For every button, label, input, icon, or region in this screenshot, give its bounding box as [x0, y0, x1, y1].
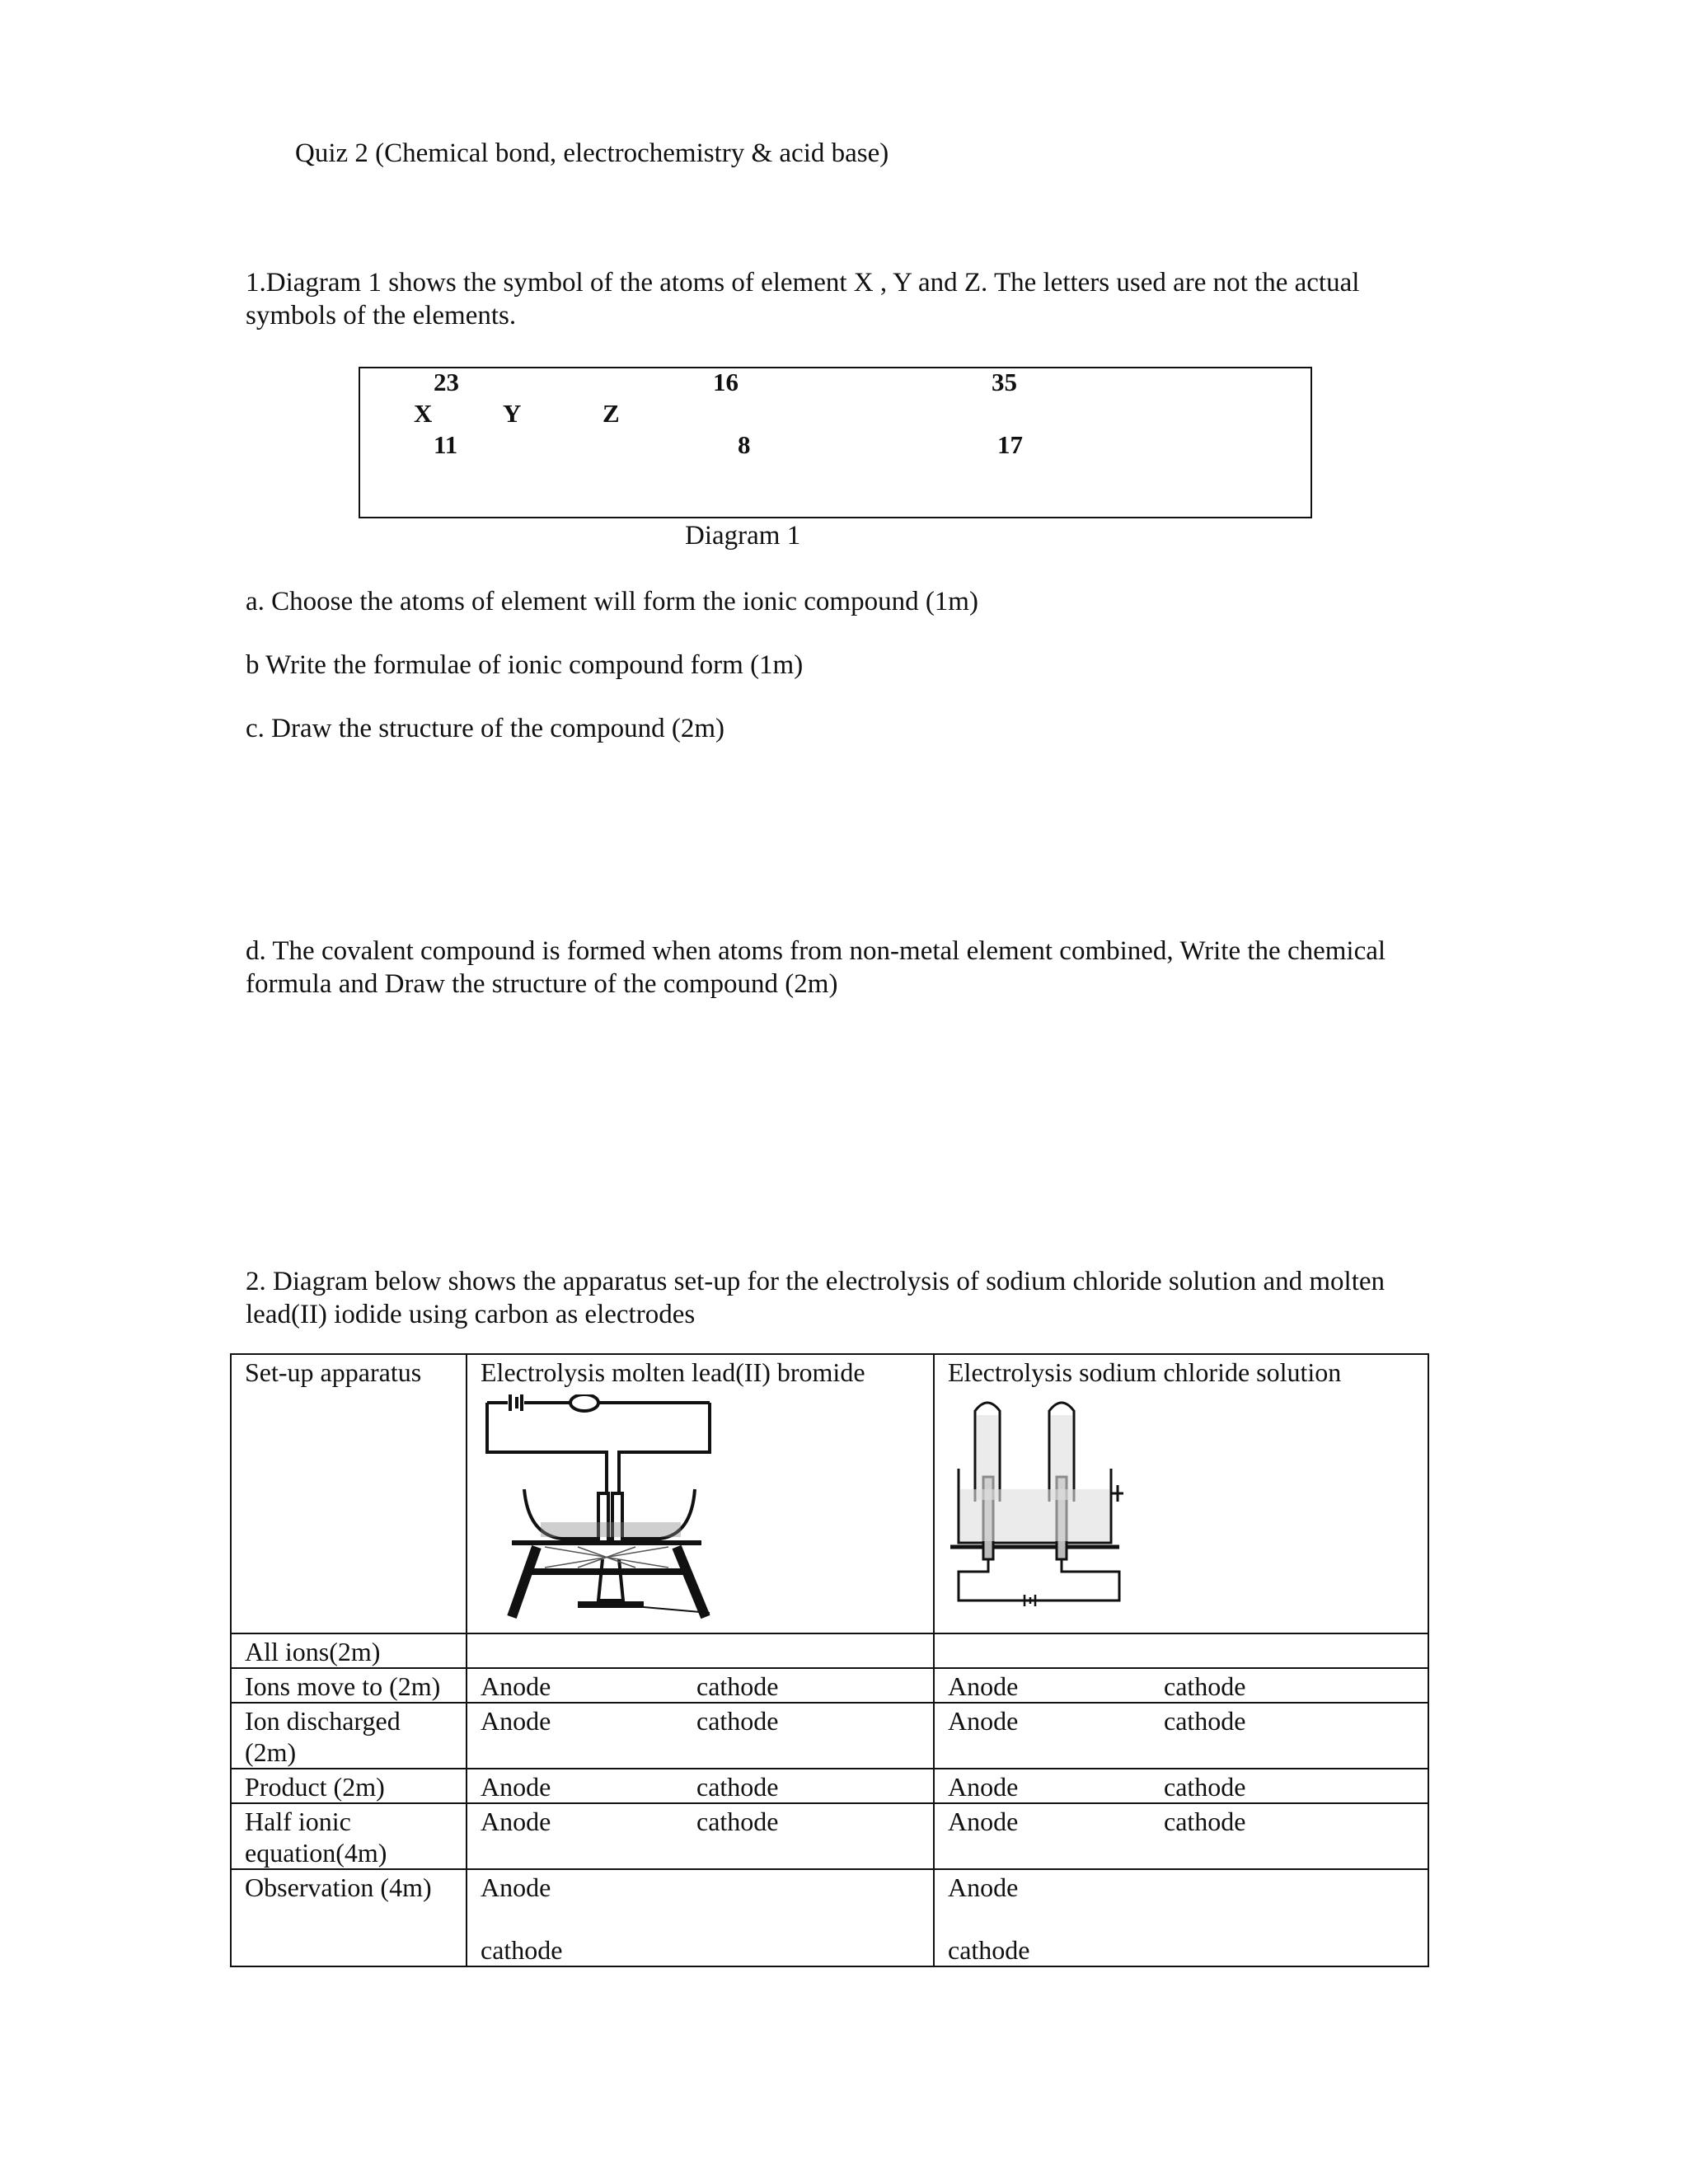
- table-row: [231, 1803, 1428, 1869]
- anode-label: Anode: [481, 1772, 551, 1802]
- atom-symbol-box: [359, 367, 1312, 518]
- header-setup-label: Set-up apparatus: [245, 1357, 422, 1387]
- anode-label: Anode: [948, 1807, 1019, 1836]
- cathode-label: cathode: [1164, 1807, 1246, 1836]
- cathode-label: cathode: [696, 1772, 779, 1802]
- row-label-ion-discharged: Ion discharged (2m): [231, 1703, 467, 1769]
- molten-electrolysis-diagram: [479, 1394, 718, 1629]
- anode-label: Anode: [481, 1706, 551, 1736]
- row-label-product: Product (2m): [231, 1769, 467, 1803]
- x-letter: X: [414, 399, 433, 428]
- header-solution-label: Electrolysis sodium chloride solution: [948, 1357, 1342, 1387]
- product-solution: [934, 1769, 1428, 1803]
- row-label-ions-move: Ions move to (2m): [231, 1668, 467, 1703]
- half-ionic-molten: [467, 1803, 934, 1869]
- header-solution: [934, 1354, 1428, 1633]
- anode-label: Anode: [948, 1706, 1019, 1736]
- question-1c: c. Draw the structure of the compound (2m): [246, 714, 724, 743]
- y-letter: Y: [503, 399, 522, 428]
- cathode-label: cathode: [1164, 1671, 1246, 1701]
- anode-label: Anode: [481, 1872, 551, 1902]
- question-1-intro: 1.Diagram 1 shows the symbol of the atoms of element X , Y and Z. The letters used are not the actual symbols of the elements.: [246, 268, 1360, 330]
- all-ions-solution: [934, 1633, 1428, 1668]
- anode-label: Anode: [948, 1772, 1019, 1802]
- cathode-label: cathode: [948, 1935, 1030, 1965]
- cathode-label: cathode: [696, 1807, 779, 1836]
- ions-move-molten: [467, 1668, 934, 1703]
- x-nucleon-number: 23: [434, 368, 459, 396]
- cathode-label: cathode: [1164, 1772, 1246, 1802]
- question-1a: a. Choose the atoms of element will form the ionic compound (1m): [246, 587, 978, 616]
- diagram-1-caption: Diagram 1: [685, 521, 801, 551]
- product-molten: [467, 1769, 934, 1803]
- table-row: [231, 1668, 1428, 1703]
- x-proton-number: 11: [434, 430, 458, 459]
- ion-discharged-solution: [934, 1703, 1428, 1769]
- observation-molten: [467, 1869, 934, 1966]
- ions-move-solution: [934, 1668, 1428, 1703]
- cathode-label: cathode: [696, 1706, 779, 1736]
- question-1b: b Write the formulae of ionic compound form (1m): [246, 650, 804, 680]
- z-letter: Z: [603, 399, 620, 428]
- cathode-label: cathode: [1164, 1706, 1246, 1736]
- anode-label: Anode: [948, 1671, 1019, 1701]
- z-proton-number: 17: [997, 430, 1023, 459]
- half-ionic-solution: [934, 1803, 1428, 1869]
- table-row: [231, 1703, 1428, 1769]
- table-row: [231, 1769, 1428, 1803]
- anode-label: Anode: [481, 1671, 551, 1701]
- observation-solution: [934, 1869, 1428, 1966]
- cathode-label: cathode: [696, 1671, 779, 1701]
- row-label-half-ionic: Half ionic equation(4m): [231, 1803, 467, 1869]
- electrolysis-table: [230, 1353, 1429, 1967]
- all-ions-molten: [467, 1633, 934, 1668]
- quiz-title: Quiz 2 (Chemical bond, electrochemistry & acid base): [295, 138, 889, 168]
- z-nucleon-number: 35: [992, 368, 1017, 396]
- table-row: [231, 1869, 1428, 1966]
- anode-label: Anode: [948, 1872, 1019, 1902]
- header-molten-label: Electrolysis molten lead(II) bromide: [481, 1357, 865, 1387]
- question-1d: d. The covalent compound is formed when atoms from non-metal element combined, Write the chemical formula and Draw the structure of the compound (2m): [246, 936, 1386, 999]
- solution-electrolysis-diagram: [946, 1394, 1136, 1629]
- table-row: [231, 1354, 1428, 1633]
- header-setup: [231, 1354, 467, 1633]
- ion-discharged-molten: [467, 1703, 934, 1769]
- table-row: [231, 1633, 1428, 1668]
- row-label-all-ions: All ions(2m): [231, 1633, 467, 1668]
- question-2-intro: 2. Diagram below shows the apparatus set-up for the electrolysis of sodium chloride solution and molten lead(II) iodide using carbon as electrodes: [246, 1267, 1386, 1329]
- y-proton-number: 8: [738, 430, 751, 459]
- y-nucleon-number: 16: [713, 368, 738, 396]
- header-molten: [467, 1354, 934, 1633]
- cathode-label: cathode: [481, 1935, 563, 1965]
- anode-label: Anode: [481, 1807, 551, 1836]
- row-label-observation: Observation (4m): [231, 1869, 467, 1966]
